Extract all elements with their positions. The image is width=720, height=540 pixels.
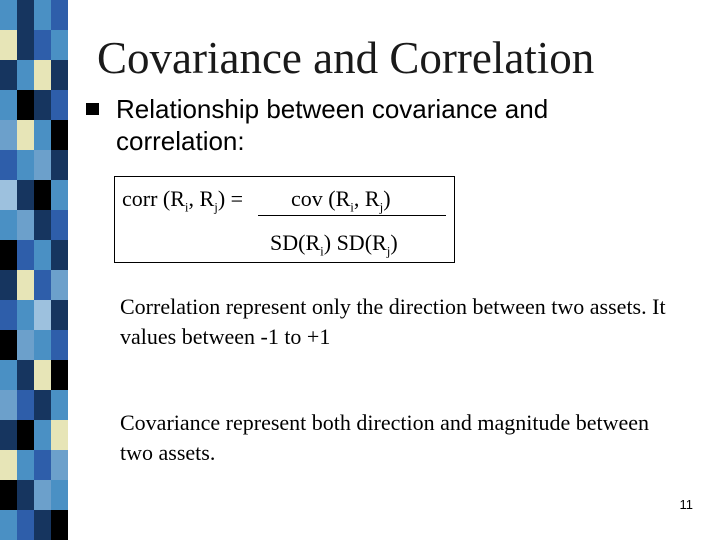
stripe-block: [0, 60, 17, 90]
stripe-block: [0, 300, 17, 330]
stripe-block: [34, 210, 51, 240]
stripe-block: [0, 120, 17, 150]
stripe-block: [34, 300, 51, 330]
stripe-block: [34, 240, 51, 270]
stripe-block: [34, 510, 51, 540]
stripe-block: [0, 270, 17, 300]
stripe-block: [51, 420, 68, 450]
stripe-block: [51, 300, 68, 330]
stripe-block: [34, 420, 51, 450]
stripe-block: [0, 210, 17, 240]
stripe-block: [34, 360, 51, 390]
stripe-block: [17, 450, 34, 480]
stripe-block: [34, 0, 51, 30]
stripe-block: [51, 450, 68, 480]
stripe-block: [51, 240, 68, 270]
stripe-block: [17, 270, 34, 300]
stripe-block: [17, 300, 34, 330]
stripe-block: [0, 360, 17, 390]
stripe-block: [51, 480, 68, 510]
stripe-block: [17, 90, 34, 120]
stripe-block: [51, 330, 68, 360]
stripe-block: [17, 420, 34, 450]
decorative-stripe: [0, 0, 68, 540]
stripe-block: [34, 270, 51, 300]
stripe-block: [17, 120, 34, 150]
stripe-block: [17, 30, 34, 60]
stripe-block: [0, 0, 17, 30]
stripe-block: [51, 30, 68, 60]
stripe-block: [51, 90, 68, 120]
stripe-block: [34, 60, 51, 90]
stripe-block: [17, 360, 34, 390]
stripe-block: [17, 210, 34, 240]
stripe-block: [51, 120, 68, 150]
correlation-paragraph: Correlation represent only the direction between two assets. It values between -1 to +1: [120, 294, 666, 349]
stripe-block: [17, 480, 34, 510]
formula-box: [114, 176, 455, 263]
stripe-block: [51, 60, 68, 90]
stripe-block: [51, 510, 68, 540]
stripe-block: [34, 450, 51, 480]
stripe-block: [17, 240, 34, 270]
formula-denominator: $SD(R_i)$ $SD(R_j)$: [270, 230, 398, 259]
stripe-block: [34, 480, 51, 510]
stripe-block: [0, 240, 17, 270]
slide-number: 11: [679, 497, 693, 512]
stripe-block: [17, 0, 34, 30]
stripe-block: [0, 450, 17, 480]
stripe-block: [17, 330, 34, 360]
stripe-block: [51, 390, 68, 420]
formula-lhs: corr ($R_i$, $R_j$) =: [122, 186, 244, 215]
stripe-block: [0, 150, 17, 180]
stripe-block: [0, 510, 17, 540]
stripe-block: [0, 330, 17, 360]
formula-numerator: cov ($R_i$, $R_j$): [291, 186, 391, 215]
bullet-square-icon: [86, 103, 99, 115]
stripe-block: [51, 210, 68, 240]
stripe-block: [17, 390, 34, 420]
fraction-line: [258, 215, 446, 216]
stripe-block: [17, 150, 34, 180]
stripe-block: [34, 30, 51, 60]
slide-title: Covariance and Correlation: [97, 33, 595, 83]
stripe-block: [34, 150, 51, 180]
stripe-block: [17, 510, 34, 540]
stripe-block: [0, 30, 17, 60]
stripe-block: [34, 390, 51, 420]
stripe-block: [51, 360, 68, 390]
stripe-block: [17, 180, 34, 210]
stripe-block: [0, 180, 17, 210]
bullet-text: Relationship between covariance and correlation:: [116, 94, 549, 156]
covariance-paragraph: Covariance represent both direction and magnitude between two assets.: [120, 410, 650, 465]
stripe-block: [51, 0, 68, 30]
stripe-block: [34, 180, 51, 210]
stripe-block: [51, 270, 68, 300]
stripe-block: [0, 90, 17, 120]
stripe-block: [51, 150, 68, 180]
stripe-block: [51, 180, 68, 210]
stripe-block: [34, 330, 51, 360]
stripe-block: [0, 480, 17, 510]
stripe-block: [34, 90, 51, 120]
stripe-block: [17, 60, 34, 90]
stripe-block: [0, 390, 17, 420]
stripe-block: [0, 420, 17, 450]
stripe-block: [34, 120, 51, 150]
